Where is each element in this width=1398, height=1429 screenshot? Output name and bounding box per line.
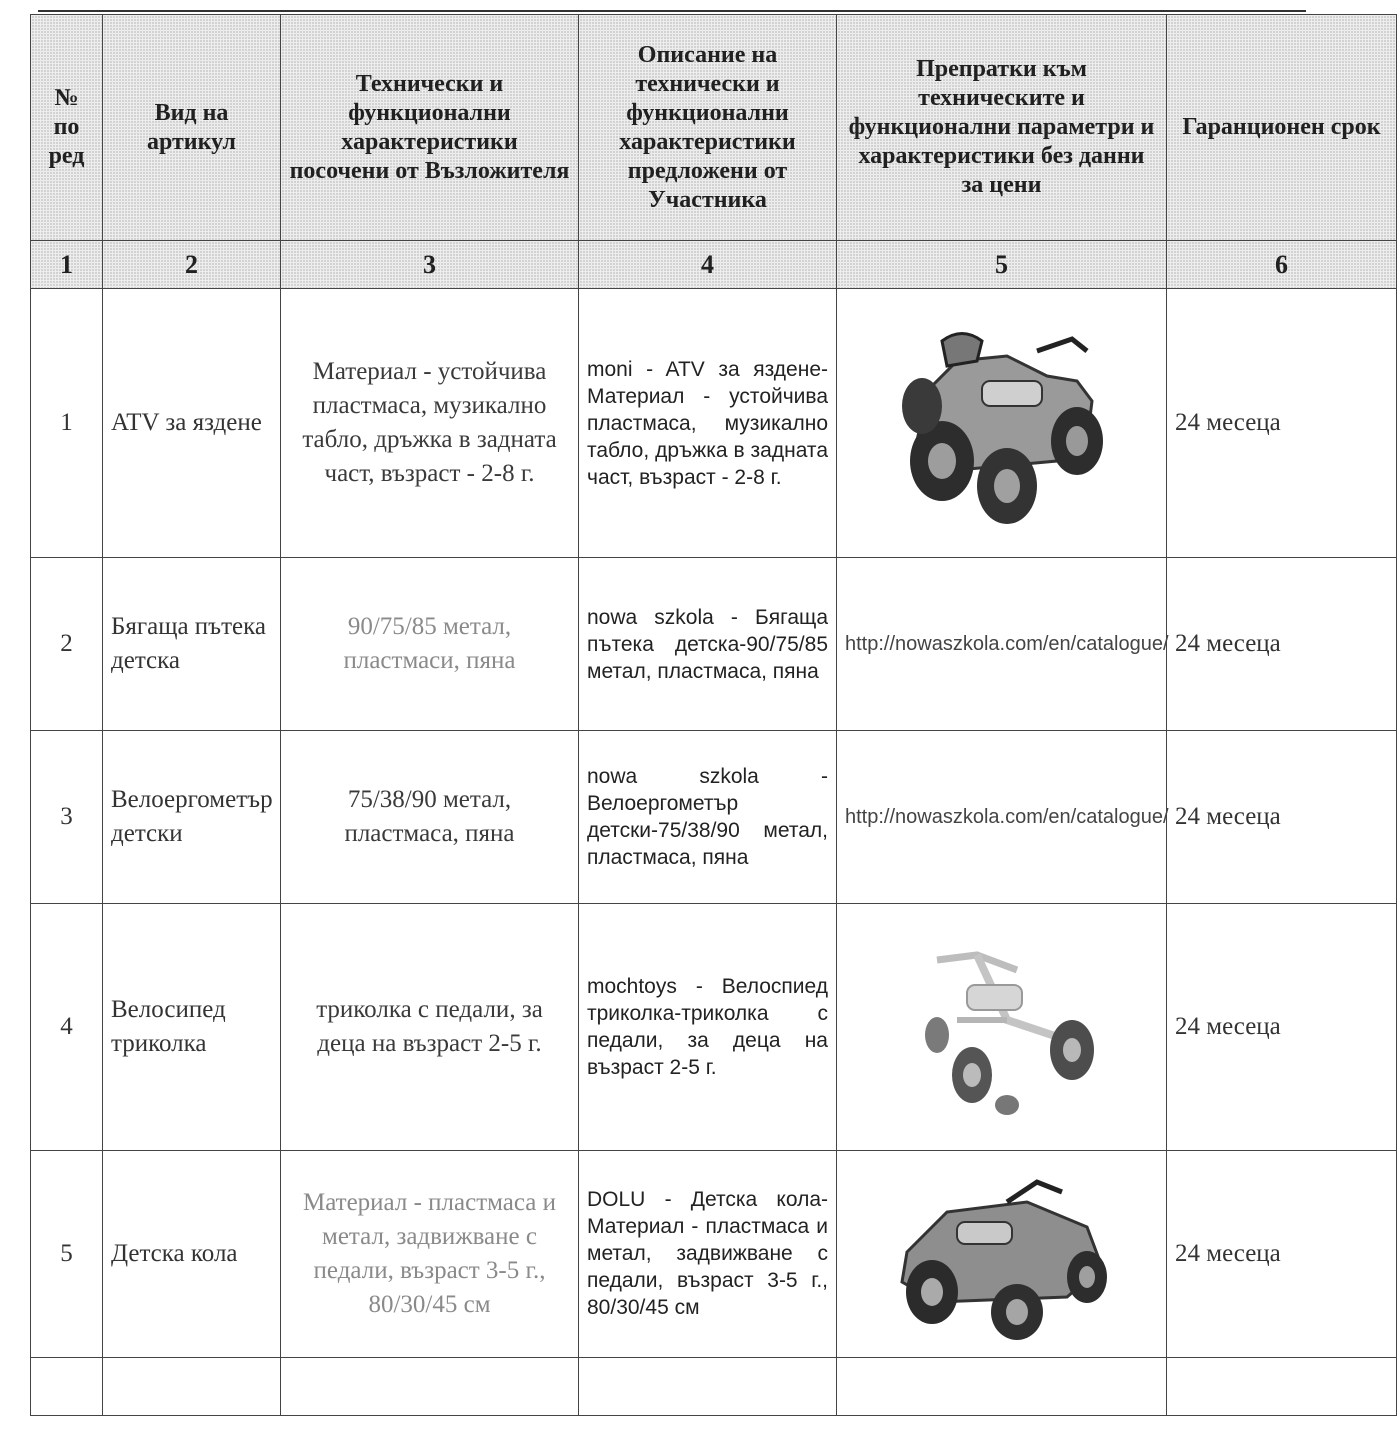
table-row bbox=[31, 903, 1397, 1150]
reference-cell bbox=[837, 903, 1167, 1150]
header-row-number: № по ред bbox=[31, 15, 103, 241]
column-number: 1 bbox=[31, 241, 103, 289]
header-references-text: Препратки към техническите и функционални параметри и характеристики без данни за цени bbox=[848, 56, 1155, 198]
technical-specification-table bbox=[30, 14, 1397, 1416]
reference-cell bbox=[837, 289, 1167, 558]
catalogue-link[interactable]: http://nowaszkola.com/en/catalogue/ bbox=[845, 805, 1169, 828]
header-item-kind: Вид на артикул bbox=[103, 15, 281, 241]
header-row bbox=[31, 15, 1397, 241]
client-specs: Материал - устойчива пластмаса, музикално табло, дръжка в задната част, възраст - 2-8 г. bbox=[281, 289, 579, 558]
participant-specs: DOLU - Детска кола-Материал - пластмаса и метал, задвижване с педали, възраст 3-5 г., 80/30/45 см bbox=[579, 1150, 837, 1357]
column-number-row bbox=[31, 241, 1397, 289]
row-number: 1 bbox=[31, 289, 103, 558]
top-rule-line bbox=[38, 10, 1306, 12]
table-row bbox=[31, 289, 1397, 558]
empty-cell bbox=[1167, 1357, 1397, 1415]
header-client-specs: Технически и функционални характеристики посочени от Възложителя bbox=[281, 15, 579, 241]
table-row bbox=[31, 558, 1397, 731]
client-specs: триколка с педали, за деца на възраст 2-5 г. bbox=[281, 903, 579, 1150]
item-kind: Велоергометър детски bbox=[103, 730, 281, 903]
table-row bbox=[31, 730, 1397, 903]
header-participant-specs: Описание на технически и функционални характеристики предложени от Участника bbox=[579, 15, 837, 241]
atv-quad-photo bbox=[887, 321, 1117, 531]
empty-table-row bbox=[31, 1357, 1397, 1415]
row-number: 5 bbox=[31, 1150, 103, 1357]
tricycle-photo bbox=[897, 930, 1107, 1130]
column-number: 6 bbox=[1167, 241, 1397, 289]
item-kind: ATV за яздене bbox=[103, 289, 281, 558]
client-specs: 90/75/85 метал, пластмаси, пяна bbox=[281, 558, 579, 731]
warranty-period: 24 месеца bbox=[1167, 903, 1397, 1150]
warranty-period: 24 месеца bbox=[1167, 289, 1397, 558]
participant-specs: mochtoys - Велоспиед триколка-триколка с педали, за деца на възраст 2-5 г. bbox=[579, 903, 837, 1150]
column-number: 3 bbox=[281, 241, 579, 289]
column-number: 5 bbox=[837, 241, 1167, 289]
pedal-car-photo bbox=[887, 1172, 1117, 1342]
client-specs: Материал - пластмаса и метал, задвижване с педали, възраст 3-5 г., 80/30/45 см bbox=[281, 1150, 579, 1357]
table-row bbox=[31, 1150, 1397, 1357]
empty-cell bbox=[103, 1357, 281, 1415]
warranty-period: 24 месеца bbox=[1167, 558, 1397, 731]
reference-cell bbox=[837, 558, 1167, 731]
row-number: 4 bbox=[31, 903, 103, 1150]
column-number: 4 bbox=[579, 241, 837, 289]
item-kind: Детска кола bbox=[103, 1150, 281, 1357]
reference-cell bbox=[837, 730, 1167, 903]
header-references bbox=[837, 15, 1167, 241]
empty-cell bbox=[837, 1357, 1167, 1415]
column-number: 2 bbox=[103, 241, 281, 289]
item-kind: Велосипед триколка bbox=[103, 903, 281, 1150]
empty-cell bbox=[281, 1357, 579, 1415]
participant-specs: moni - ATV за яздене-Материал - устойчива пластмаса, музикално табло, дръжка в задната част, възраст - 2-8 г. bbox=[579, 289, 837, 558]
warranty-period: 24 месеца bbox=[1167, 730, 1397, 903]
empty-cell bbox=[31, 1357, 103, 1415]
participant-specs: nowa szkola - Велоергометър детски-75/38/90 метал, пластмаса, пяна bbox=[579, 730, 837, 903]
row-number: 3 bbox=[31, 730, 103, 903]
client-specs: 75/38/90 метал, пластмаса, пяна bbox=[281, 730, 579, 903]
catalogue-link[interactable]: http://nowaszkola.com/en/catalogue/ bbox=[845, 633, 1169, 656]
row-number: 2 bbox=[31, 558, 103, 731]
warranty-period: 24 месеца bbox=[1167, 1150, 1397, 1357]
reference-cell bbox=[837, 1150, 1167, 1357]
participant-specs: nowa szkola - Бягаща пътека детска-90/75/85 метал, пластмаса, пяна bbox=[579, 558, 837, 731]
item-kind: Бягаща пътека детска bbox=[103, 558, 281, 731]
header-warranty: Гаранционен срок bbox=[1167, 15, 1397, 241]
empty-cell bbox=[579, 1357, 837, 1415]
